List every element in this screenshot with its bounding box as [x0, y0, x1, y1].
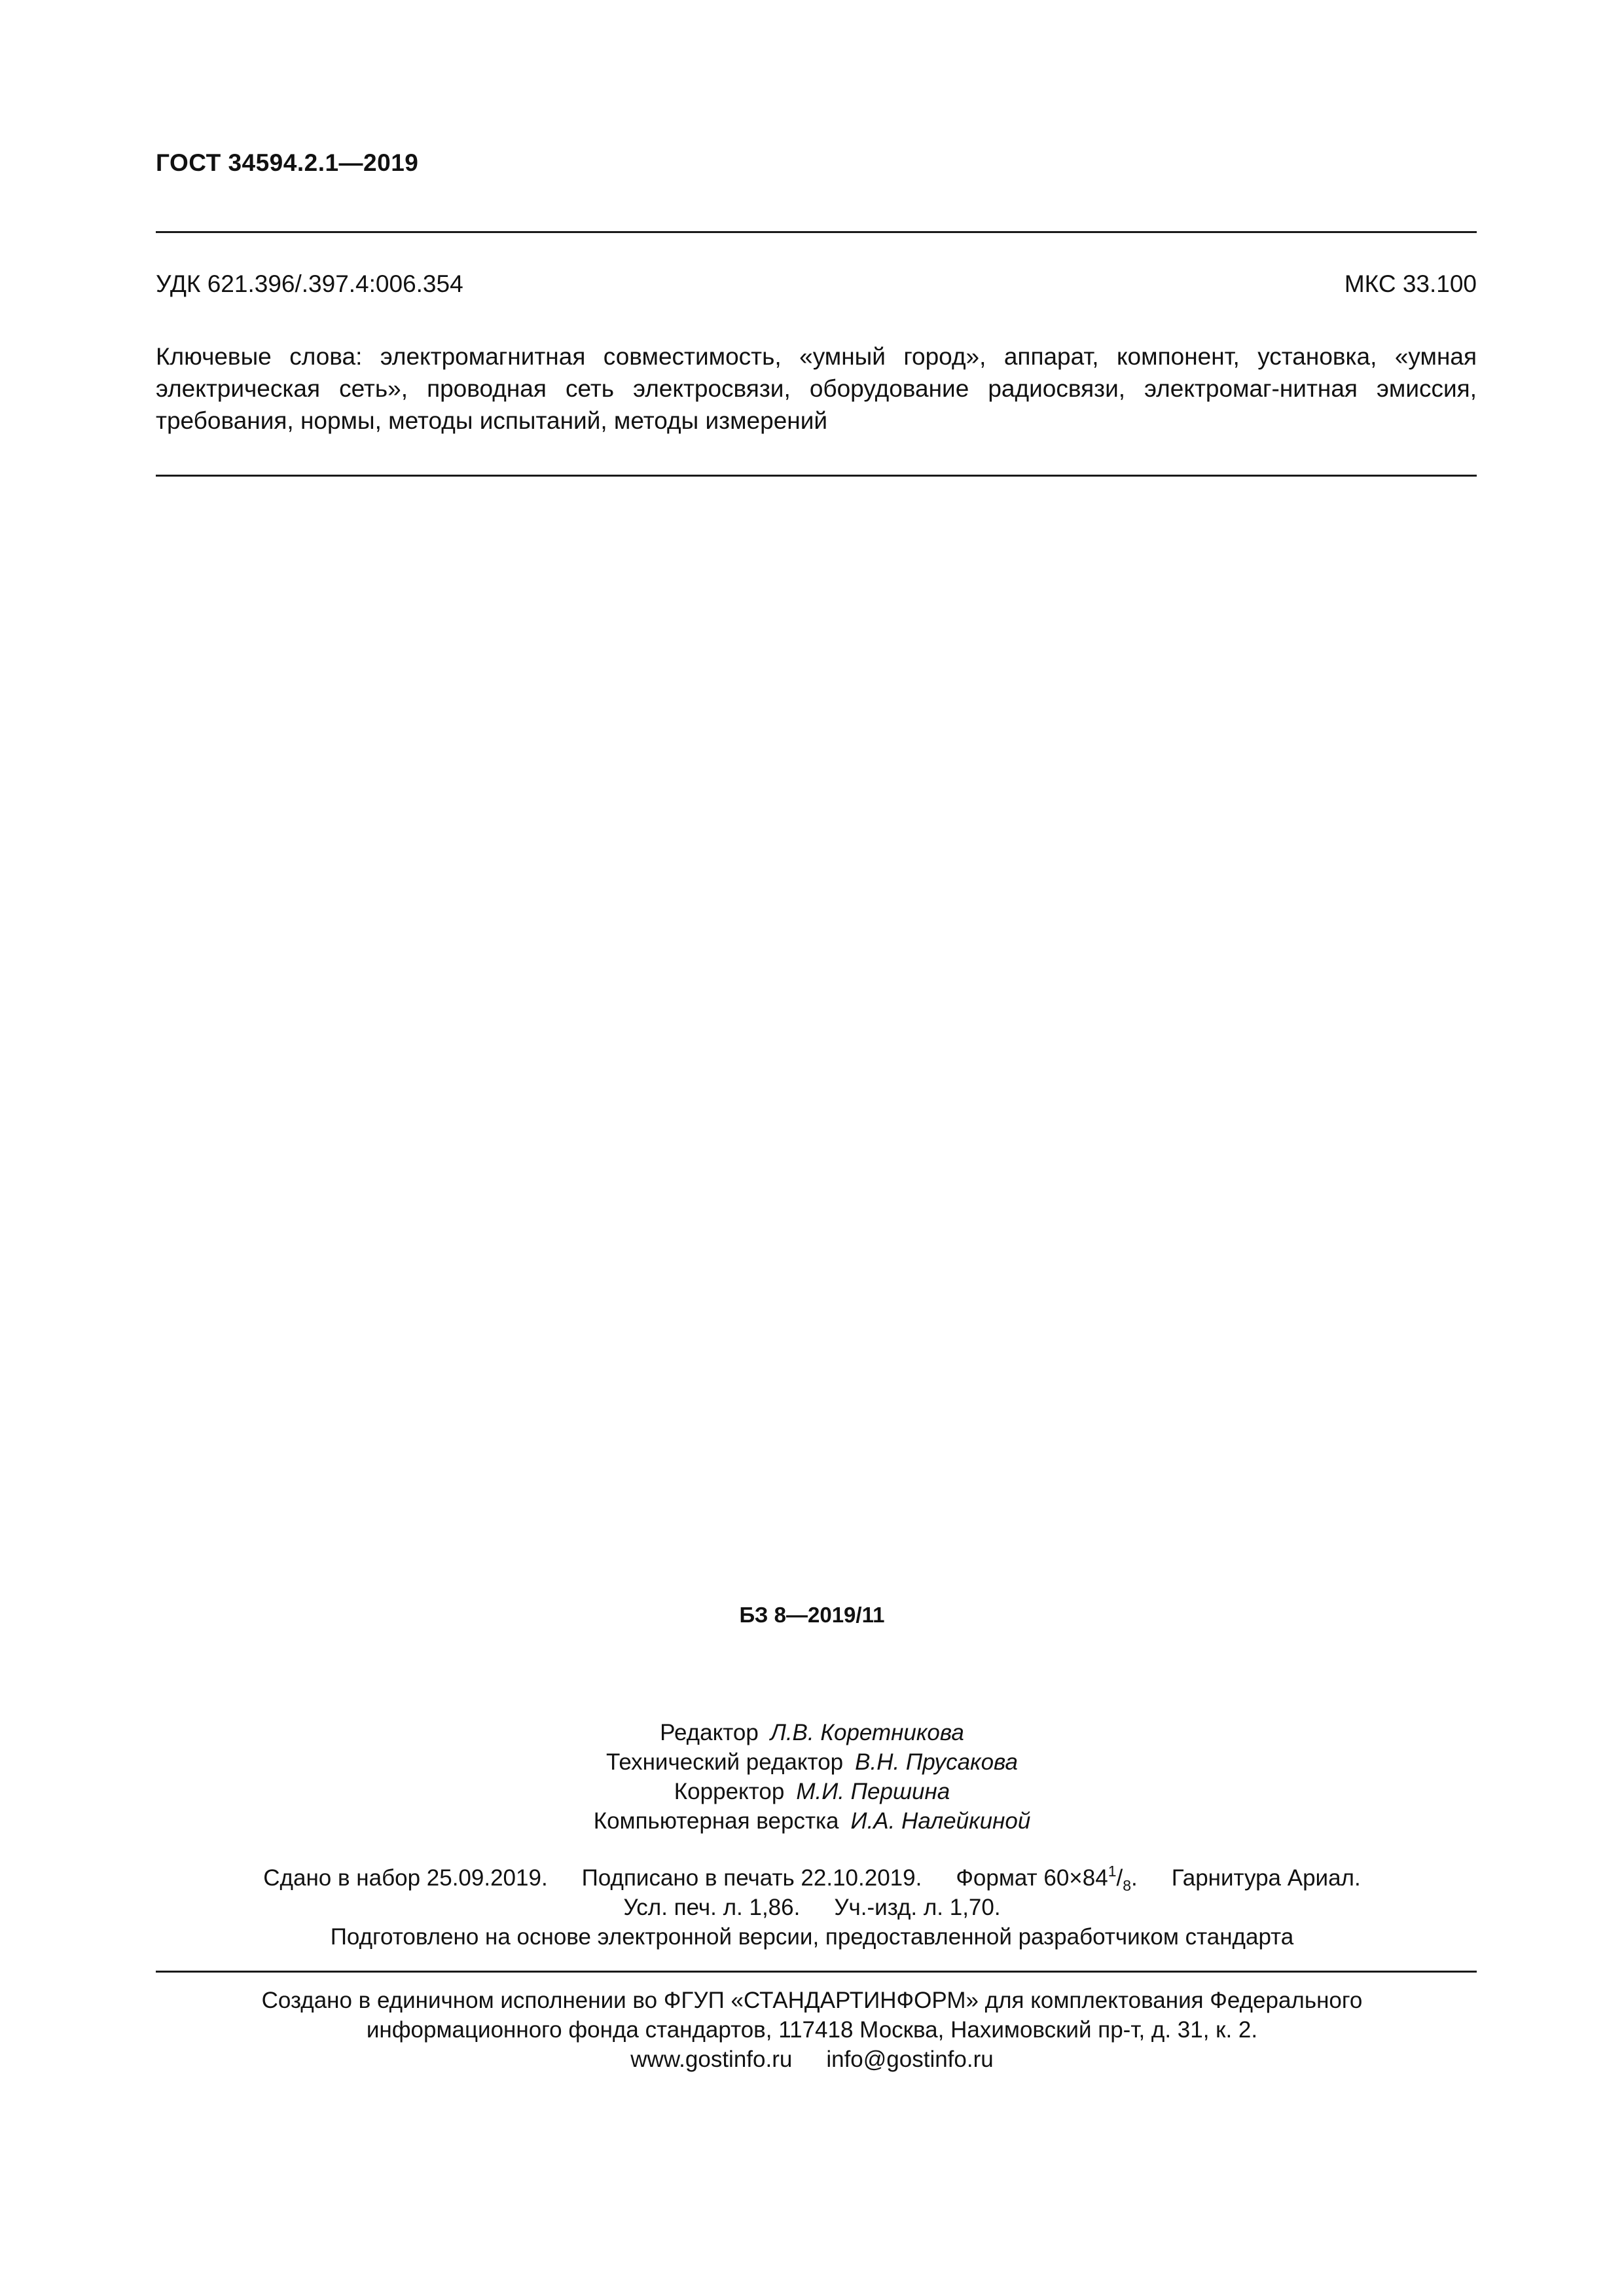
publisher-line-2: информационного фонда стандартов, 117418 Москва, Нахимовский пр-т, д. 31, к. 2.	[366, 2017, 1258, 2043]
mks-code: МКС 33.100	[1344, 270, 1477, 297]
standard-id: ГОСТ 34594.2.1—2019	[156, 149, 419, 176]
staff-credits	[0, 1718, 1624, 1836]
publisher-line-1: Создано в единичном исполнении во ФГУП «СТАНДАРТИНФОРМ» для комплектования Федерального	[261, 1988, 1363, 2013]
keywords-divider	[156, 475, 1477, 477]
staff-corrector: Корректор М.И. Першина	[674, 1779, 950, 1804]
bottom-divider	[156, 1971, 1477, 1973]
publisher-block	[0, 1986, 1624, 2074]
bz-number: БЗ 8—2019/11	[739, 1603, 885, 1627]
top-divider	[156, 231, 1477, 233]
website-link[interactable]: www.gostinfo.ru	[630, 2047, 793, 2072]
format-value: Формат $60\times 84^1/_8$.	[956, 1863, 1138, 1894]
imprint-line-1: Сдано в набор 25.09.2019. Подписано в печать 22.10.2019. Формат $60\times 84^1/_8$. Гарнитура Ариал.	[263, 1863, 1361, 1894]
staff-layout: Компьютерная верстка И.А. Налейкиной	[593, 1808, 1031, 1834]
keywords-paragraph: Ключевые слова: электромагнитная совместимость, «умный город», аппарат, компонент, установка, «умная электрическая сеть», проводная сеть электросвязи, оборудование радиосвязи, электромаг-нитная эмиссия, требования, нормы, методы испытаний, методы измерений	[156, 343, 1477, 434]
email-link[interactable]: info@gostinfo.ru	[826, 2047, 994, 2072]
imprint-line-3: Подготовлено на основе электронной версии, предоставленной разработчиком стандарта	[330, 1924, 1294, 1950]
imprint-block	[0, 1863, 1624, 1952]
publisher-contacts	[0, 2045, 1624, 2074]
udk-code: УДК 621.396/.397.4:006.354	[156, 270, 463, 297]
staff-editor: Редактор Л.В. Коретникова	[660, 1720, 964, 1745]
staff-tech-editor: Технический редактор В.Н. Прусакова	[605, 1749, 1019, 1775]
imprint-line-2: Усл. печ. л. 1,86. Уч.-изд. л. 1,70.	[623, 1895, 1001, 1920]
